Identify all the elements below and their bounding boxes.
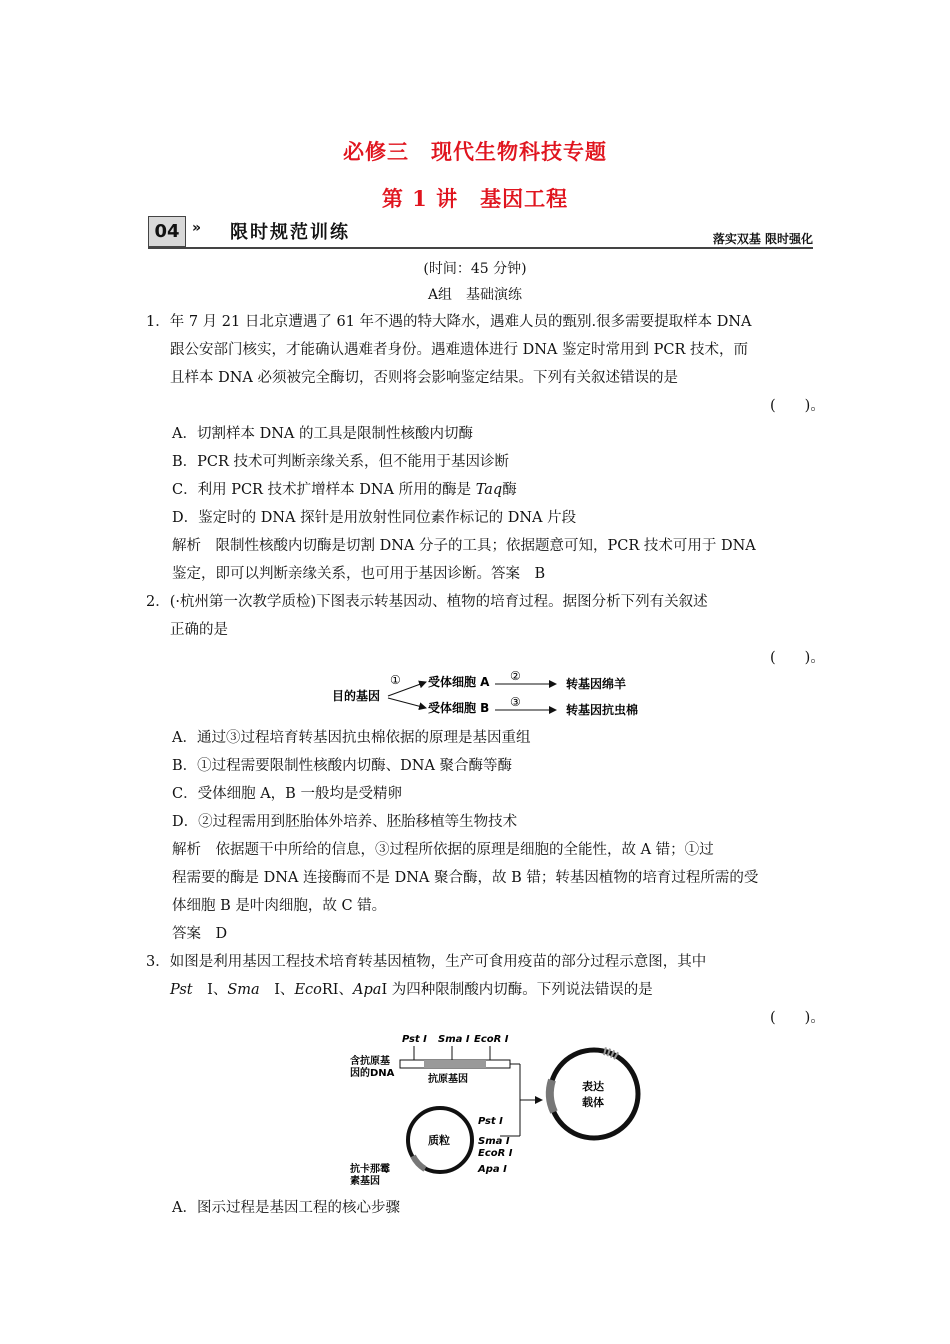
q1-answer-bracket: ( )。: [770, 398, 825, 414]
q2-fig-arrow-b: [388, 698, 426, 708]
q2-option-b: B．①过程需要限制性核酸内切酶、DNA 聚合酶等酶: [172, 758, 513, 774]
q2-line-2: 正确的是: [170, 622, 228, 638]
q3-option-a: A．图示过程是基因工程的核心步骤: [172, 1200, 400, 1216]
q2-analysis-1: 解析 依据题干中所给的信息，③过程所依据的原理是细胞的全能性，故 A 错；①过: [172, 842, 714, 858]
q1-option-c-enzyme: Taq: [475, 482, 503, 498]
section-banner: [148, 214, 813, 250]
q3-sep-4: Ⅰ 为四种限制酸内切酶。下列说法错误的是: [381, 982, 653, 998]
q1-option-c-text: C．利用 PCR 技术扩增样本 DNA 所用的酶是: [172, 482, 476, 498]
q2-option-d: D．②过程需用到胚胎体外培养、胚胎移植等生物技术: [172, 814, 518, 830]
q3-fig-top-eco: EcoR Ⅰ: [474, 1034, 509, 1045]
q3-fig-plasmid-sma: Sma Ⅰ: [478, 1136, 510, 1147]
q3-sep-1: Ⅰ、: [192, 982, 228, 998]
q3-enzyme-sma: Sma: [227, 982, 260, 998]
group-heading: A组 基础演练: [427, 287, 523, 303]
q2-fig-cell-a: 受体细胞 A: [428, 675, 490, 689]
q3-fig-plasmid-eco: EcoR Ⅰ: [478, 1148, 513, 1159]
q3-enzyme-pst: Pst: [170, 982, 193, 998]
q2-fig-result-a: 转基因绵羊: [566, 677, 627, 691]
lesson-title: 第 1 讲 基因工程: [381, 186, 569, 211]
q3-line-1: 3．如图是利用基因工程技术培育转基因植物，生产可食用疫苗的部分过程示意图，其中: [146, 954, 707, 970]
time-note: (时间：45 分钟): [423, 261, 527, 277]
q2-option-a: A．通过③过程培育转基因抗虫棉依据的原理是基因重组: [172, 730, 531, 746]
q1-option-c: [172, 478, 517, 499]
q3-enzyme-eco: Eco: [294, 982, 322, 998]
q3-fig-antigen-gene: 抗原基因: [428, 1074, 468, 1085]
q3-fig-plasmid-apa: Apa Ⅰ: [478, 1164, 507, 1175]
q2-analysis-2: 程需要的酶是 DNA 连接酶而不是 DNA 聚合酶，故 B 错；转基因植物的培育过程所需的受: [172, 870, 759, 886]
q2-fig-cell-b: 受体细胞 B: [428, 701, 490, 715]
q3-answer-bracket: ( )。: [770, 1010, 825, 1026]
q3-line-2: [170, 978, 653, 999]
q2-fig-step3: ③: [510, 695, 521, 709]
q1-analysis-2: 鉴定，即可以判断亲缘关系，也可用于基因诊断。答案 B: [172, 566, 546, 582]
q2-fig-step2: ②: [510, 669, 521, 683]
q1-line-2: 跟公安部门核实，才能确认遇难者身份。遇难遗体进行 DNA 鉴定时常用到 PCR 技术，而: [170, 342, 748, 358]
section-slogan: 落实双基 限时强化: [712, 232, 813, 246]
q1-option-a: A．切割样本 DNA 的工具是限制性核酸内切酶: [172, 426, 473, 442]
q1-line-1: 1．年 7 月 21 日北京遭遇了 61 年不遇的特大降水，遇难人员的甄别.很多需要提取样本 DNA: [146, 314, 752, 330]
q2-answer: 答案 D: [172, 926, 228, 942]
q1-option-b: B．PCR 技术可判断亲缘关系，但不能用于基因诊断: [172, 454, 510, 470]
q3-fig-kana-label-2: 素基因: [350, 1176, 380, 1187]
section-title: 限时规范训练: [230, 222, 350, 243]
q2-analysis-3: 体细胞 B 是叶肉细胞，故 C 错。: [172, 898, 387, 914]
q1-option-c-suffix: 酶: [502, 482, 517, 498]
q3-sep-2: Ⅰ、: [259, 982, 295, 998]
q1-line-3: 且样本 DNA 必须被完全酶切，否则将会影响鉴定结果。下列有关叙述错误的是: [170, 370, 678, 386]
q3-fig-vector-label-1: 表达: [582, 1080, 604, 1093]
q3-fig-plasmid-label: 质粒: [428, 1134, 450, 1147]
q3-fig-vector-segment: [550, 1080, 554, 1112]
q2-fig-step1: ①: [390, 673, 401, 687]
q3-vector-diagram: [350, 1030, 650, 1190]
q3-fig-top-sma: Sma Ⅰ: [438, 1034, 470, 1045]
q3-enzyme-apa: Apa: [353, 982, 382, 998]
q1-analysis-1: 解析 限制性核酸内切酶是切割 DNA 分子的工具；依据题意可知，PCR 技术可用于 DNA: [172, 538, 756, 554]
q2-fig-result-b: 转基因抗虫棉: [566, 703, 639, 717]
q3-fig-dna-label-1: 含抗原基: [350, 1056, 390, 1067]
q2-line-1: 2．(·杭州第一次教学质检)下图表示转基因动、植物的培育过程。据图分析下列有关叙述: [146, 594, 708, 610]
double-arrow-icon: »: [192, 220, 202, 236]
q3-fig-top-pst: Pst Ⅰ: [402, 1034, 427, 1045]
section-number: 04: [148, 216, 186, 247]
q3-fig-plasmid-pst: Pst Ⅰ: [478, 1116, 503, 1127]
q2-answer-bracket: ( )。: [770, 650, 825, 666]
q3-fig-antigen-segment: [424, 1060, 486, 1068]
q1-option-d: D．鉴定时的 DNA 探针是用放射性同位素作标记的 DNA 片段: [172, 510, 577, 526]
banner-rule: [148, 247, 813, 249]
q2-process-diagram: [330, 668, 650, 720]
q3-fig-vector-ring: [550, 1050, 638, 1138]
page-title: 必修三 现代生物科技专题: [343, 139, 607, 164]
q3-fig-kana-label-1: 抗卡那霉: [350, 1164, 390, 1175]
q2-fig-source: 目的基因: [332, 689, 381, 703]
q3-sep-3: RⅠ、: [321, 982, 354, 998]
q2-option-c: C．受体细胞 A，B 一般均是受精卵: [172, 786, 402, 802]
q3-fig-dna-label-2: 因的DNA: [350, 1068, 395, 1079]
q3-fig-vector-label-2: 载体: [582, 1096, 604, 1109]
q3-fig-vector-inner: [554, 1054, 634, 1134]
